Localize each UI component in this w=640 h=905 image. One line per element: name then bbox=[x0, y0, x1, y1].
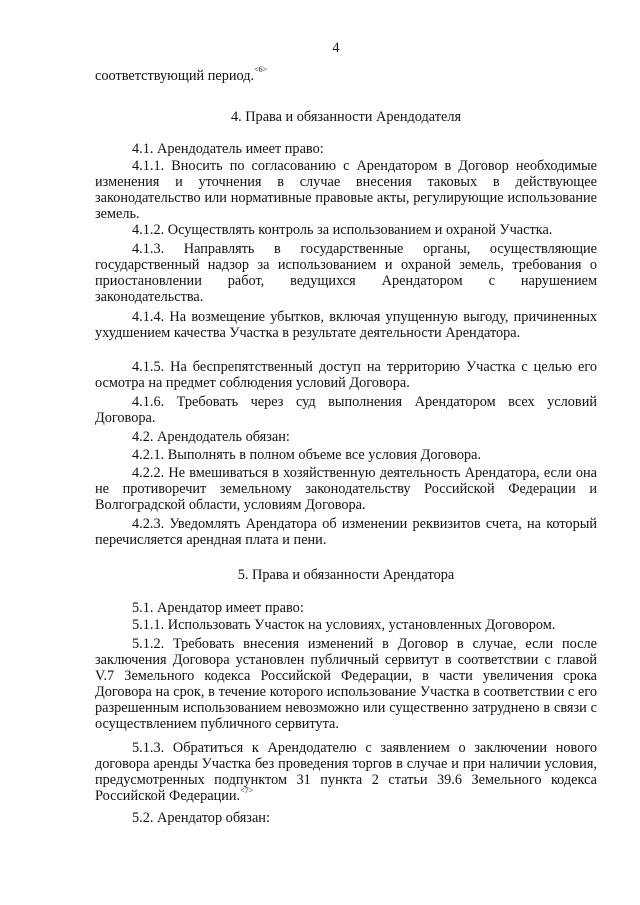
clause-4-1-6: 4.1.6. Требовать через суд выполнения Арендатором всех условий Договора. bbox=[95, 394, 597, 427]
clause-5-1: 5.1. Арендатор имеет право: bbox=[132, 600, 304, 616]
clause-5-1-1: 5.1.1. Использовать Участок на условиях, установленных Договором. bbox=[132, 617, 556, 633]
clause-5-1-3 bbox=[95, 740, 597, 804]
clause-4-1-4: 4.1.4. На возмещение убытков, включая упущенную выгоду, причиненных ухудшением качества Участка в результате деятельности Арендатора. bbox=[95, 309, 597, 342]
clause-4-1-2: 4.1.2. Осуществлять контроль за использованием и охраной Участка. bbox=[132, 222, 553, 238]
clause-4-2-1: 4.2.1. Выполнять в полном объеме все условия Договора. bbox=[132, 447, 482, 463]
clause-5-1-2: 5.1.2. Требовать внесения изменений в Договор в случае, если после заключения Договора установлен публичный сервитут в соответствии с главой V.7 Земельного кодекса Российской Федерации, в части увеличения срока Договора на срок, в течение которого использование Участка в соответствии с его разрешенным использованием невозможно или существенно затруднено в связи с осуществлением публичного сервитута. bbox=[95, 636, 597, 733]
clause-4-2: 4.2. Арендодатель обязан: bbox=[132, 429, 290, 445]
clause-5-1-3-text: 5.1.3. Обратиться к Арендодателю с заявлением о заключении нового договора аренды Участка без проведения торгов в случае и при наличии условия, предусмотренных подпунктом 31 пункта 2 статьи 39.6 Земельного кодекса Российской Федерации. bbox=[95, 740, 597, 805]
section-4-heading: 4. Права и обязанности Арендодателя bbox=[230, 109, 462, 125]
footnote-ref-7: <7> bbox=[240, 785, 254, 795]
footnote-ref-6: <6> bbox=[254, 65, 268, 75]
clause-4-2-2: 4.2.2. Не вмешиваться в хозяйственную деятельность Арендатора, если она не противоречит земельному законодательству Российской Федерации и Волгоградской области, условиям Договора. bbox=[95, 465, 597, 514]
clause-4-1-3: 4.1.3. Направлять в государственные органы, осуществляющие государственный надзор за использованием и охраной земель, требования о приостановлении работ, ведущихся Арендатором с нарушением законодательства. bbox=[95, 241, 597, 306]
clause-4-1: 4.1. Арендодатель имеет право: bbox=[132, 141, 324, 157]
clause-4-1-1: 4.1.1. Вносить по согласованию с Арендатором в Договор необходимые изменения и уточнения в случае внесения таковых в действующее законодательство или нормативные правовые акты, регулирующие использование земель. bbox=[95, 158, 597, 223]
continued-text bbox=[95, 65, 268, 84]
clause-4-1-5: 4.1.5. На беспрепятственный доступ на территорию Участка с целью его осмотра на предмет соблюдения условий Договора. bbox=[95, 359, 597, 392]
clause-5-2: 5.2. Арендатор обязан: bbox=[132, 810, 270, 826]
continued-line: соответствующий период. bbox=[95, 68, 255, 84]
section-5-heading: 5. Права и обязанности Арендатора bbox=[237, 567, 455, 583]
clause-4-2-3: 4.2.3. Уведомлять Арендатора об изменении реквизитов счета, на который перечисляется арендная плата и пени. bbox=[95, 516, 597, 549]
page-number: 4 bbox=[332, 40, 340, 56]
